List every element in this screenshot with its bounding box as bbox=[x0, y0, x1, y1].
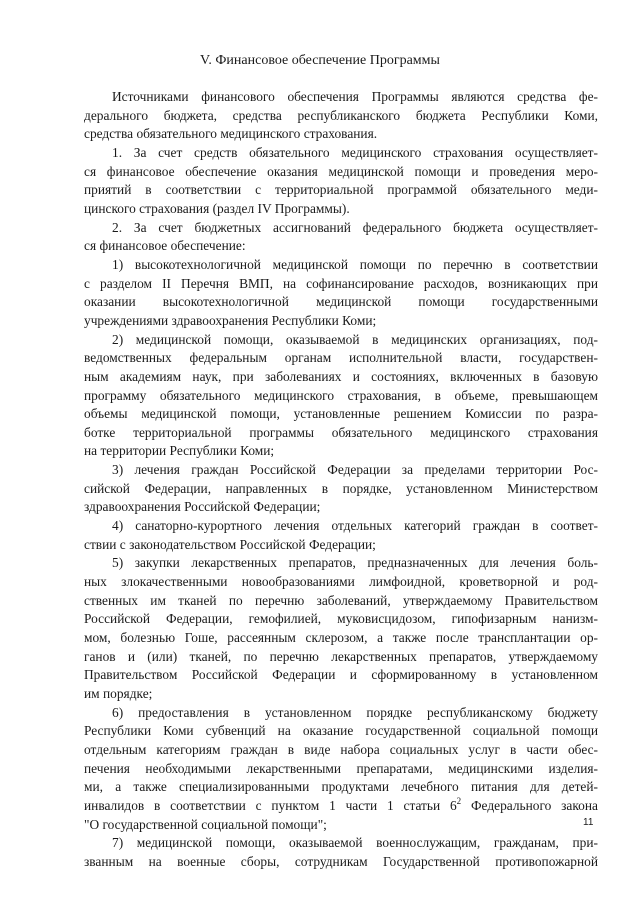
paragraph bbox=[84, 219, 598, 256]
text-line bbox=[84, 368, 598, 387]
text-line-content: ся финансовое обеспечение: bbox=[84, 238, 246, 254]
text-line bbox=[84, 517, 598, 536]
text-line-content: 2) медицинской помощи, оказываемой в медицинских организациях, под- bbox=[112, 331, 598, 347]
superscript: 2 bbox=[456, 795, 462, 806]
text-line-content: оказании высокотехнологичной медицинской помощи государственными bbox=[84, 294, 598, 310]
paragraph bbox=[84, 331, 598, 462]
text-line bbox=[84, 722, 598, 741]
text-line-content: здравоохранения Российской Федерации; bbox=[84, 499, 321, 515]
text-line bbox=[84, 256, 598, 275]
text-line bbox=[84, 163, 598, 182]
paragraph bbox=[84, 461, 598, 517]
text-line bbox=[84, 237, 598, 256]
text-line bbox=[84, 200, 598, 219]
text-line bbox=[84, 88, 598, 107]
text-line-content: печения необходимыми лекарственными препаратами, медицинскими изделия- bbox=[84, 760, 598, 776]
text-line bbox=[84, 442, 598, 461]
text-line bbox=[84, 219, 598, 238]
text-line bbox=[84, 312, 598, 331]
text-line bbox=[84, 741, 598, 760]
text-line bbox=[84, 480, 598, 499]
text-line-content: "О государственной социальной помощи"; bbox=[84, 816, 327, 832]
text-line-content: Российской Федерации, гемофилией, муковисцидозом, гипофизарным нанизм- bbox=[84, 611, 598, 627]
text-line-content: Правительством Российской Федерации и сформированному в установленном bbox=[84, 667, 598, 683]
text-line-content: инвалидов в соответствии с пунктом 1 части 1 статьи 6 bbox=[84, 797, 457, 813]
text-line-content: с разделом II Перечня ВМП, на софинансирование расходов, возникающих при bbox=[84, 275, 598, 291]
paragraph bbox=[84, 704, 598, 835]
text-line bbox=[84, 554, 598, 573]
paragraph bbox=[84, 554, 598, 703]
text-line-content: 7) медицинской помощи, оказываемой военнослужащим, гражданам, при- bbox=[112, 835, 598, 851]
text-line-content: ганов и (или) тканей, по перечню лекарственных препаратов, утверждаемому bbox=[84, 648, 598, 664]
text-line-tail: Федерального закона bbox=[461, 797, 598, 813]
text-line-content: ми, а также специализированными продуктами лечебного питания для детей- bbox=[84, 779, 598, 795]
text-line bbox=[84, 834, 598, 853]
text-line-content: 1) высокотехнологичной медицинской помощи по перечню в соответствии bbox=[112, 256, 598, 272]
text-line-content: ведомственных федеральным органам исполнительной власти, государствен- bbox=[84, 350, 598, 366]
text-line-content: ных злокачественными новообразованиями лимфоидной, кроветворной и род- bbox=[84, 574, 598, 590]
text-line bbox=[84, 629, 598, 648]
text-line-content: им порядке; bbox=[84, 686, 153, 701]
text-line bbox=[84, 461, 598, 480]
text-line-content: средства обязательного медицинского страхования. bbox=[84, 126, 378, 142]
text-line-content: мом, болезнью Гоше, рассеянным склерозом, а также после трансплантации ор- bbox=[84, 630, 598, 646]
text-line-content: цинского страхования (раздел IV Программы). bbox=[84, 200, 350, 216]
text-line-content: 1. За счет средств обязательного медицинского страхования осуществляет- bbox=[112, 144, 598, 160]
text-line bbox=[84, 760, 598, 779]
text-line-content: объемы медицинской помощи, установленные решением Комиссии по разра- bbox=[84, 406, 598, 422]
text-line-content: на территории Республики Коми; bbox=[84, 443, 275, 459]
text-line bbox=[84, 666, 598, 685]
text-line bbox=[84, 592, 598, 611]
paragraph bbox=[84, 88, 598, 144]
text-line-content: 3) лечения граждан Российской Федерации за пределами территории Рос- bbox=[112, 462, 598, 478]
text-line-content: дерального бюджета, средства республиканского бюджета Республики Коми, bbox=[84, 107, 598, 123]
text-line bbox=[84, 704, 598, 723]
text-line bbox=[84, 144, 598, 163]
paragraph bbox=[84, 517, 598, 554]
text-line-content: 2. За счет бюджетных ассигнований федерального бюджета осуществляет- bbox=[112, 219, 598, 235]
text-line bbox=[84, 181, 598, 200]
text-line-content: 5) закупки лекарственных препаратов, предназначенных для лечения боль- bbox=[112, 555, 598, 571]
text-line-content: ным академиям наук, при заболеваниях и состояниях, включенных в базовую bbox=[84, 368, 598, 384]
text-line bbox=[84, 778, 598, 797]
text-line bbox=[84, 405, 598, 424]
text-line bbox=[84, 797, 598, 816]
text-line-content: сийской Федерации, направленных в порядке, установленном Министерством bbox=[84, 480, 598, 496]
text-line bbox=[84, 610, 598, 629]
section-title: V. Финансовое обеспечение Программы bbox=[200, 53, 440, 68]
text-line bbox=[84, 331, 598, 350]
text-line-content: учреждениями здравоохранения Республики Коми; bbox=[84, 312, 377, 328]
text-line bbox=[84, 293, 598, 312]
text-line bbox=[84, 648, 598, 667]
text-line-content: отдельным категориям граждан в виде набора социальных услуг в части обес- bbox=[84, 741, 598, 757]
paragraph bbox=[84, 256, 598, 331]
text-line bbox=[84, 498, 598, 517]
text-line-content: ственных им тканей по перечню заболеваний, утверждаемому Правительством bbox=[84, 592, 598, 608]
text-line bbox=[84, 275, 598, 294]
text-line bbox=[84, 816, 598, 835]
text-line-content: Республики Коми субвенций на оказание государственной социальной помощи bbox=[84, 723, 598, 739]
text-line-content: ствии с законодательством Российской Федерации; bbox=[84, 536, 376, 552]
text-line-content: 4) санаторно-курортного лечения отдельных категорий граждан в соответ- bbox=[112, 518, 598, 534]
text-line-content: Источниками финансового обеспечения Программы являются средства фе- bbox=[112, 89, 598, 104]
text-line bbox=[84, 125, 598, 144]
text-line bbox=[84, 573, 598, 592]
text-line-content: программу обязательного медицинского страхования, в объеме, превышающем bbox=[84, 387, 598, 403]
text-line bbox=[84, 424, 598, 443]
paragraph bbox=[84, 144, 598, 219]
text-line bbox=[84, 853, 598, 872]
page-number: 11 bbox=[583, 817, 594, 828]
paragraph bbox=[84, 834, 598, 871]
text-line-content: ся финансовое обеспечение оказания медицинской помощи и проведения меро- bbox=[84, 163, 598, 179]
text-line bbox=[84, 107, 598, 126]
text-line-content: приятий в соответствии с территориальной программой обязательного меди- bbox=[84, 182, 598, 198]
text-line bbox=[84, 349, 598, 368]
text-line bbox=[84, 685, 598, 704]
text-line-content: званным на военные сборы, сотрудникам Государственной противопожарной bbox=[84, 853, 598, 869]
text-line-content: 6) предоставления в установленном порядке республиканскому бюджету bbox=[112, 704, 598, 720]
text-line bbox=[84, 387, 598, 406]
text-line bbox=[84, 536, 598, 555]
document-body bbox=[84, 88, 598, 872]
text-line-content: ботке территориальной программы обязательного медицинского страхования bbox=[84, 424, 598, 440]
